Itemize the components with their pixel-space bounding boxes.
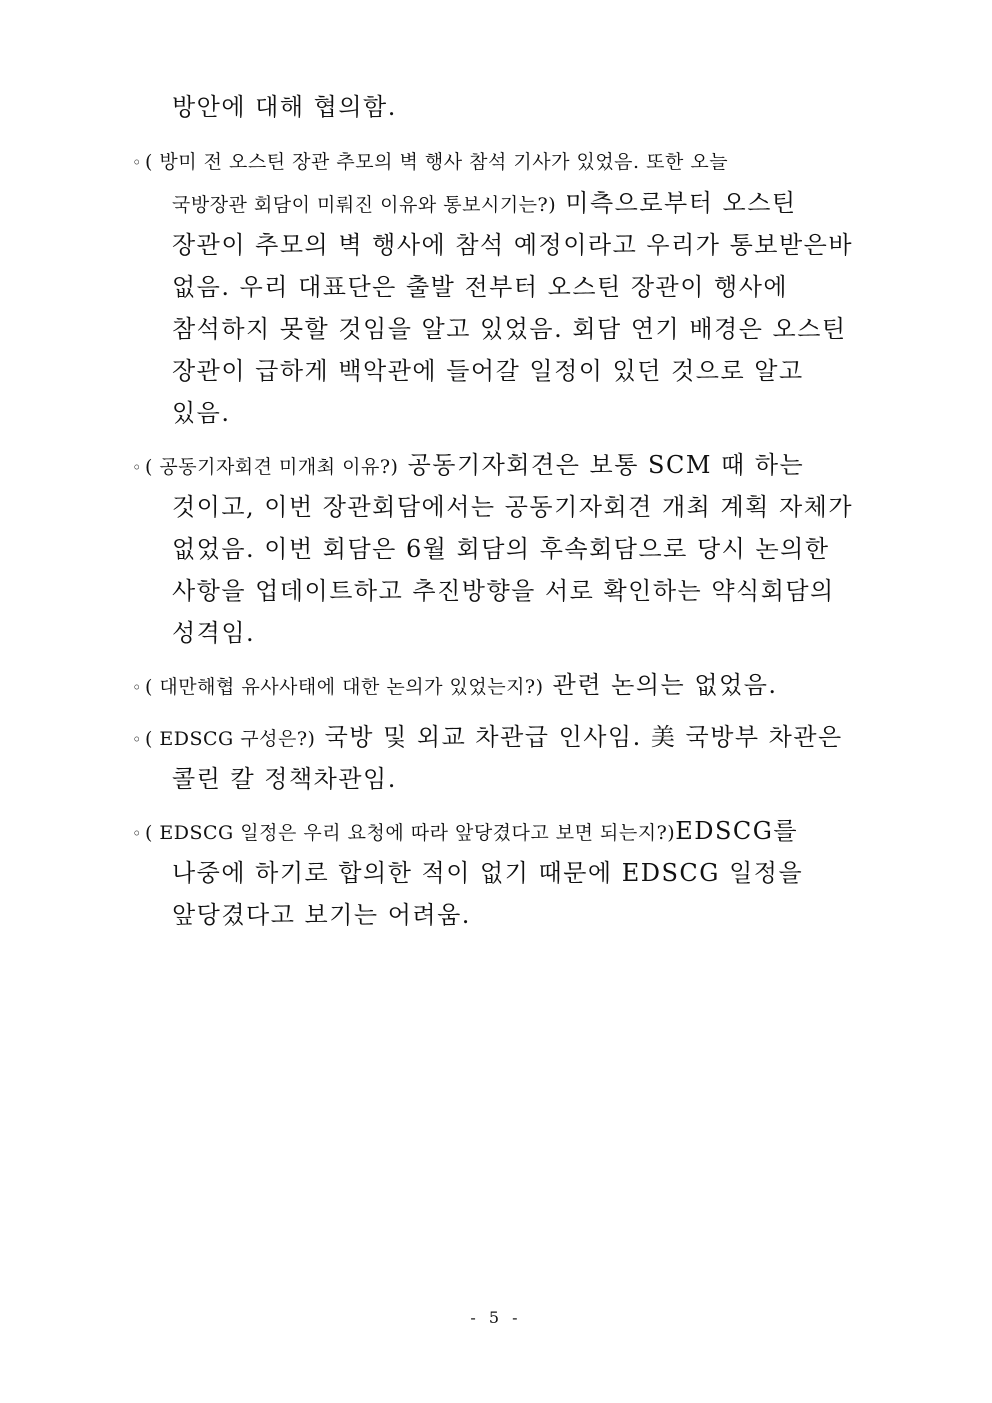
- bullet-icon: ◦: [132, 458, 143, 477]
- item-2-question-line: [132, 450, 804, 483]
- item-2-line: 것이고, 이번 장관회담에서는 공동기자회견 개최 계획 자체가: [172, 493, 854, 521]
- item-1-question-line: [132, 145, 728, 178]
- item-2-line: 성격임.: [172, 619, 256, 647]
- item-5-answer-start: EDSCG를: [675, 817, 799, 845]
- item-4-answer-start: 국방 및 외교 차관급 인사임. 美 국방부 차관은: [324, 723, 843, 751]
- item-1-line: [172, 188, 797, 220]
- item-1-question-cont: 국방장관 회담이 미뤄진 이유와 통보시기는?): [172, 194, 557, 216]
- item-1-line: 장관이 급하게 백악관에 들어갈 일정이 있던 것으로 알고: [172, 357, 804, 385]
- item-1-line: 장관이 추모의 벽 행사에 참석 예정이라고 우리가 통보받은바: [172, 231, 854, 259]
- continuation-line: 방안에 대해 협의함.: [172, 93, 397, 121]
- item-3-question-line: [132, 670, 778, 703]
- item-3-question: ( 대만해협 유사사태에 대한 논의가 있었는지?): [144, 676, 544, 698]
- item-5-line: 앞당겼다고 보기는 어려움.: [172, 901, 471, 929]
- item-1-line: 참석하지 못할 것임을 알고 있었음. 회담 연기 배경은 오스틴: [172, 315, 847, 343]
- bullet-icon: ◦: [132, 153, 143, 172]
- item-2-answer-start: 공동기자회견은 보통 SCM 때 하는: [407, 451, 805, 479]
- item-5-question-line: [132, 816, 798, 849]
- item-5-line: 나중에 하기로 합의한 적이 없기 때문에 EDSCG 일정을: [172, 859, 804, 887]
- item-2-line: 사항을 업데이트하고 추진방향을 서로 확인하는 약식회담의: [172, 577, 835, 605]
- item-1-line: 없음. 우리 대표단은 출발 전부터 오스틴 장관이 행사에: [172, 273, 789, 301]
- item-1-answer-start: 미측으로부터 오스틴: [565, 189, 797, 217]
- item-2-line: 없었음. 이번 회담은 6월 회담의 후속회담으로 당시 논의한: [172, 535, 830, 563]
- item-3-answer: 관련 논의는 없었음.: [552, 671, 778, 699]
- item-5-question: ( EDSCG 일정은 우리 요청에 따라 앞당겼다고 보면 되는지?): [144, 822, 676, 844]
- page-number: - 5 -: [470, 1308, 522, 1327]
- item-4-question-line: [132, 722, 843, 755]
- item-2-question: ( 공동기자회견 미개최 이유?): [144, 456, 399, 478]
- item-4-question: ( EDSCG 구성은?): [144, 728, 316, 750]
- item-4-line: 콜린 칼 정책차관임.: [172, 765, 397, 793]
- item-1-line: 있음.: [172, 399, 231, 427]
- bullet-icon: ◦: [132, 824, 143, 843]
- bullet-icon: ◦: [132, 678, 143, 697]
- item-1-question: ( 방미 전 오스틴 장관 추모의 벽 행사 참석 기사가 있었음. 또한 오늘: [144, 151, 729, 173]
- bullet-icon: ◦: [132, 730, 143, 749]
